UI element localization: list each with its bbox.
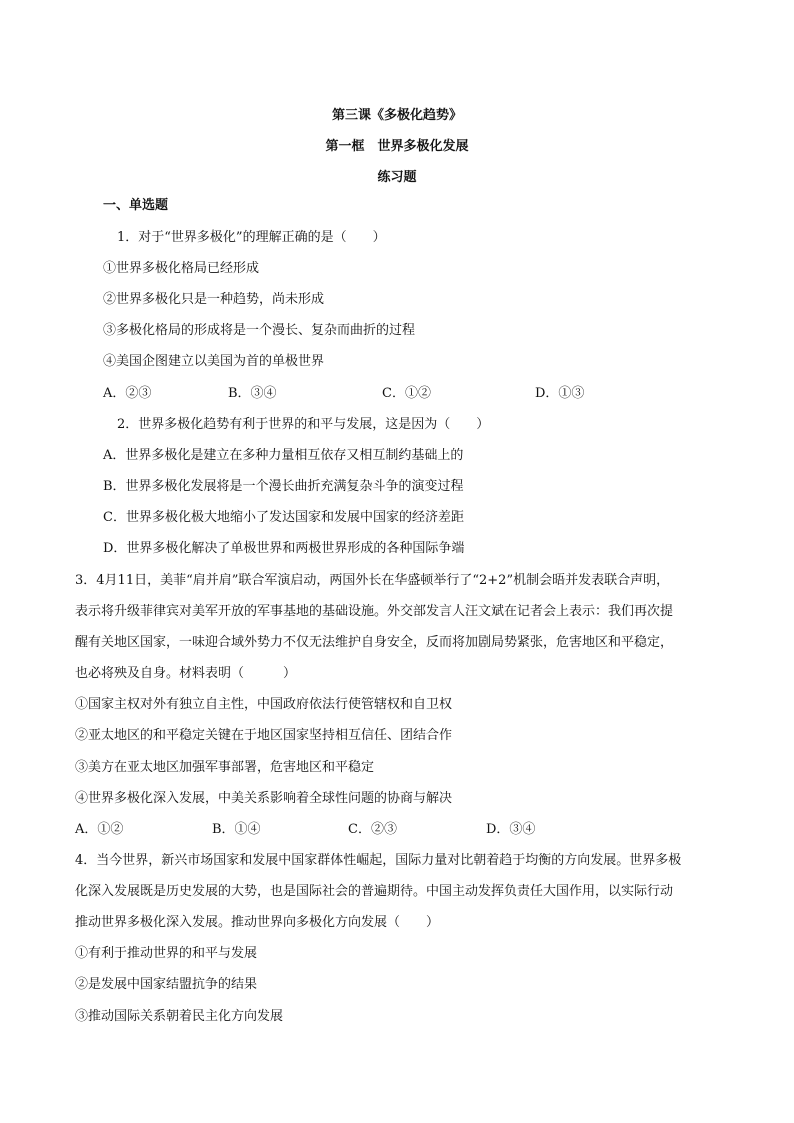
q4-item: ②是发展中国家结盟抗争的结果 xyxy=(75,977,258,992)
q2-option-c: C．世界多极化极大地缩小了发达国家和发展中国家的经济差距 xyxy=(103,510,464,525)
q2-option-d: D．世界多极化解决了单极世界和两极世界形成的各种国际争端 xyxy=(103,541,465,556)
q3-option-a: A．①② xyxy=(75,822,124,837)
q1-option-c: C．①② xyxy=(382,386,431,401)
q3-item: ④世界多极化深入发展，中美关系影响着全球性问题的协商与解决 xyxy=(75,791,453,806)
q1-item: ③多极化格局的形成将是一个漫长、复杂而曲折的过程 xyxy=(103,323,416,338)
q4-stem-line: 推动世界多极化深入发展。推动世界向多极化方向发展（ ） xyxy=(75,915,440,930)
q1-item: ②世界多极化只是一种趋势，尚未形成 xyxy=(103,292,325,307)
q4-item: ③推动国际关系朝着民主化方向发展 xyxy=(75,1009,284,1024)
q1-item: ①世界多极化格局已经形成 xyxy=(103,261,260,276)
q1-stem: 1．对于“世界多极化”的理解正确的是（ ） xyxy=(117,230,386,245)
q3-stem-line: 表示将升级菲律宾对美军开放的军事基地的基础设施。外交部发言人汪文斌在记者会上表示：我们再次提 xyxy=(75,604,674,619)
exercise-title: 练习题 xyxy=(377,170,417,185)
q1-option-a: A．②③ xyxy=(103,386,152,401)
q2-option-b: B．世界多极化发展将是一个漫长曲折充满复杂斗争的演变过程 xyxy=(103,479,464,494)
q3-item: ②亚太地区的和平稳定关键在于地区国家坚持相互信任、团结合作 xyxy=(75,728,453,743)
q1-option-d: D．①③ xyxy=(535,386,585,401)
q3-item: ①国家主权对外有独立自主性，中国政府依法行使管辖权和自卫权 xyxy=(75,697,453,712)
q1-item: ④美国企图建立以美国为首的单极世界 xyxy=(103,354,325,369)
q3-option-d: D．③④ xyxy=(486,822,536,837)
q2-stem: 2．世界多极化趋势有利于世界的和平与发展，这是因为（ ） xyxy=(117,417,490,432)
q3-stem-line: 醒有关地区国家，一味迎合域外势力不仅无法维护自身安全，反而将加剧局势紧张，危害地区和平稳定， xyxy=(75,635,674,650)
q1-option-b: B．③④ xyxy=(228,386,277,401)
q2-option-a: A．世界多极化是建立在多种力量相互依存又相互制约基础上的 xyxy=(103,448,464,463)
q4-stem-line: 4．当今世界，新兴市场国家和发展中国家群体性崛起，国际力量对比朝着趋于均衡的方向发展。世界多极 xyxy=(75,853,682,868)
q3-option-b: B．①④ xyxy=(212,822,261,837)
q3-option-c: C．②③ xyxy=(348,822,397,837)
q3-item: ③美方在亚太地区加强军事部署，危害地区和平稳定 xyxy=(75,760,375,775)
q4-item: ①有利于推动世界的和平与发展 xyxy=(75,946,258,961)
section-heading: 一、单选题 xyxy=(103,198,169,213)
frame-title: 第一框 世界多极化发展 xyxy=(325,139,469,154)
lesson-title: 第三课《多极化趋势》 xyxy=(331,108,462,123)
q4-stem-line: 化深入发展既是历史发展的大势，也是国际社会的普遍期待。中国主动发挥负责任大国作用，以实际行动 xyxy=(75,884,674,899)
q3-stem-line: 也必将殃及自身。材料表明（ ） xyxy=(75,666,297,681)
q3-stem-line: 3．4月11日，美菲“肩并肩”联合军演启动，两国外长在华盛顿举行了“2+2”机制会晤并发表联合声明， xyxy=(75,573,670,588)
